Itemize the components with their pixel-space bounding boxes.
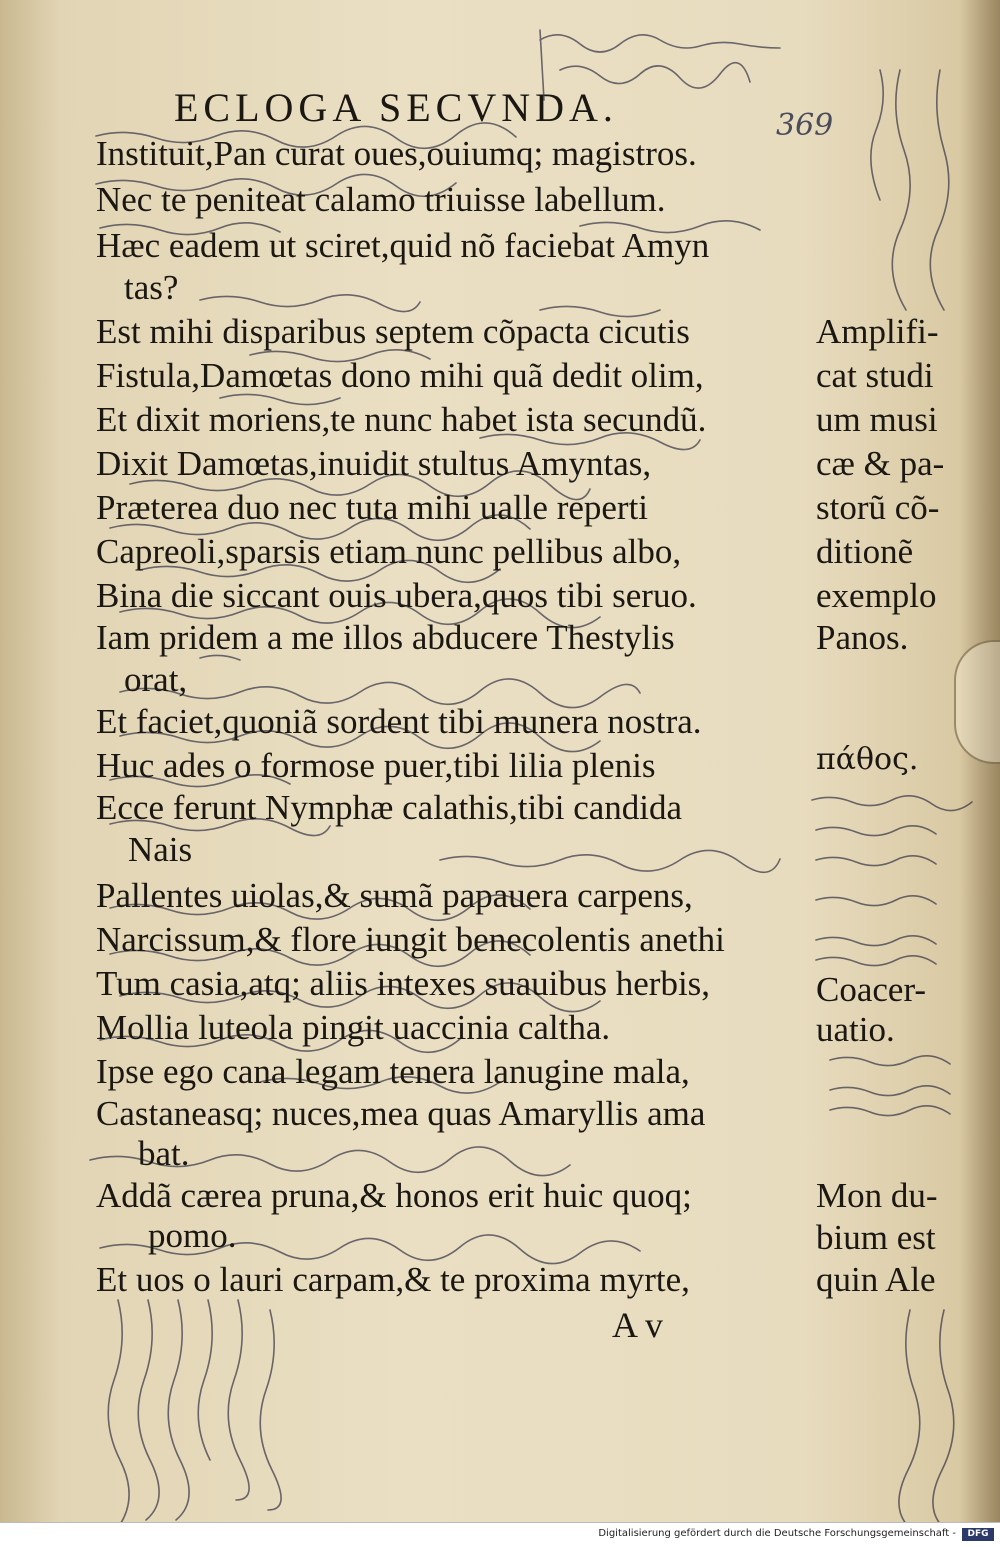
text-line: Capreoli,sparsis etiam nunc pellibus albo, [96,532,682,571]
side-note: ditionẽ [816,532,914,571]
dfg-logo: DFG [962,1528,994,1541]
text-line: Nais [128,830,193,869]
text-line: pomo. [148,1216,237,1255]
text-line: Hæc eadem ut sciret,quid nõ faciebat Amyn [96,226,710,265]
text-line: Est mihi disparibus septem cõpacta cicutis [96,312,690,351]
text-line: Huc ades o formose puer,tibi lilia plenis [96,746,656,785]
text-line: Et uos o lauri carpam,& te proxima myrte, [96,1260,690,1299]
text-line: Narcissum,& flore iungit benecolentis anethi [96,920,725,959]
text-line: Præterea duo nec tuta mihi ualle reperti [96,488,649,527]
text-line: Iam pridem a me illos abducere Thestylis [96,618,675,657]
greek-note: πάθος. [816,742,919,777]
text-line: Ipse ego cana legam tenera lanugine mala, [96,1052,690,1091]
text-line: bat. [138,1134,190,1173]
text-line: Instituit,Pan curat oues,ouiumq; magistros. [96,134,697,173]
text-line: Castaneasq; nuces,mea quas Amaryllis ama [96,1094,706,1133]
side-note: um musi [816,400,938,439]
side-note: Mon du- [816,1176,938,1215]
text-line: Et faciet,quoniã sordent tibi munera nostra. [96,702,702,741]
side-note: uatio. [816,1010,895,1049]
text-line: Ecce ferunt Nymphæ calathis,tibi candida [96,788,683,827]
side-note: quin Ale [816,1260,936,1299]
side-note: bium est [816,1218,936,1257]
page-edge-tab [954,640,1000,764]
signature-mark: A v [612,1305,664,1345]
text-line: Fistula,Damœtas dono mihi quã dedit olim, [96,356,704,395]
side-note: Coacer- [816,970,927,1009]
digitization-footer [0,1522,1000,1547]
text-line: Addã cærea pruna,& honos erit huic quoq; [96,1176,692,1215]
text-line: tas? [124,268,179,307]
side-note: Amplifi- [816,312,939,351]
text-line: Tum casia,atq; aliis intexes suauibus herbis, [96,964,711,1003]
folio-number: 369 [776,108,834,143]
text-line: Mollia luteola pingit uaccinia caltha. [96,1008,611,1047]
text-line: orat, [124,660,188,699]
text-line: Bina die siccant ouis ubera,quos tibi seruo. [96,576,697,615]
side-note: cæ & pa- [816,444,945,483]
side-note: cat studi [816,356,934,395]
side-note: storũ cõ- [816,488,940,527]
text-line: Nec te peniteat calamo triuisse labellum. [96,180,666,219]
footer-credit: Digitalisierung gefördert durch die Deutsche Forschungsgemeinschaft - [598,1528,956,1539]
side-note: Panos. [816,618,909,657]
text-line: Et dixit moriens,te nunc habet ista secundũ. [96,400,707,439]
text-line: Dixit Damœtas,inuidit stultus Amyntas, [96,444,652,483]
side-note: exemplo [816,576,937,615]
page-heading: ECLOGA SECVNDA. [174,85,618,130]
text-line: Pallentes uiolas,& sumã papauera carpens, [96,876,693,915]
